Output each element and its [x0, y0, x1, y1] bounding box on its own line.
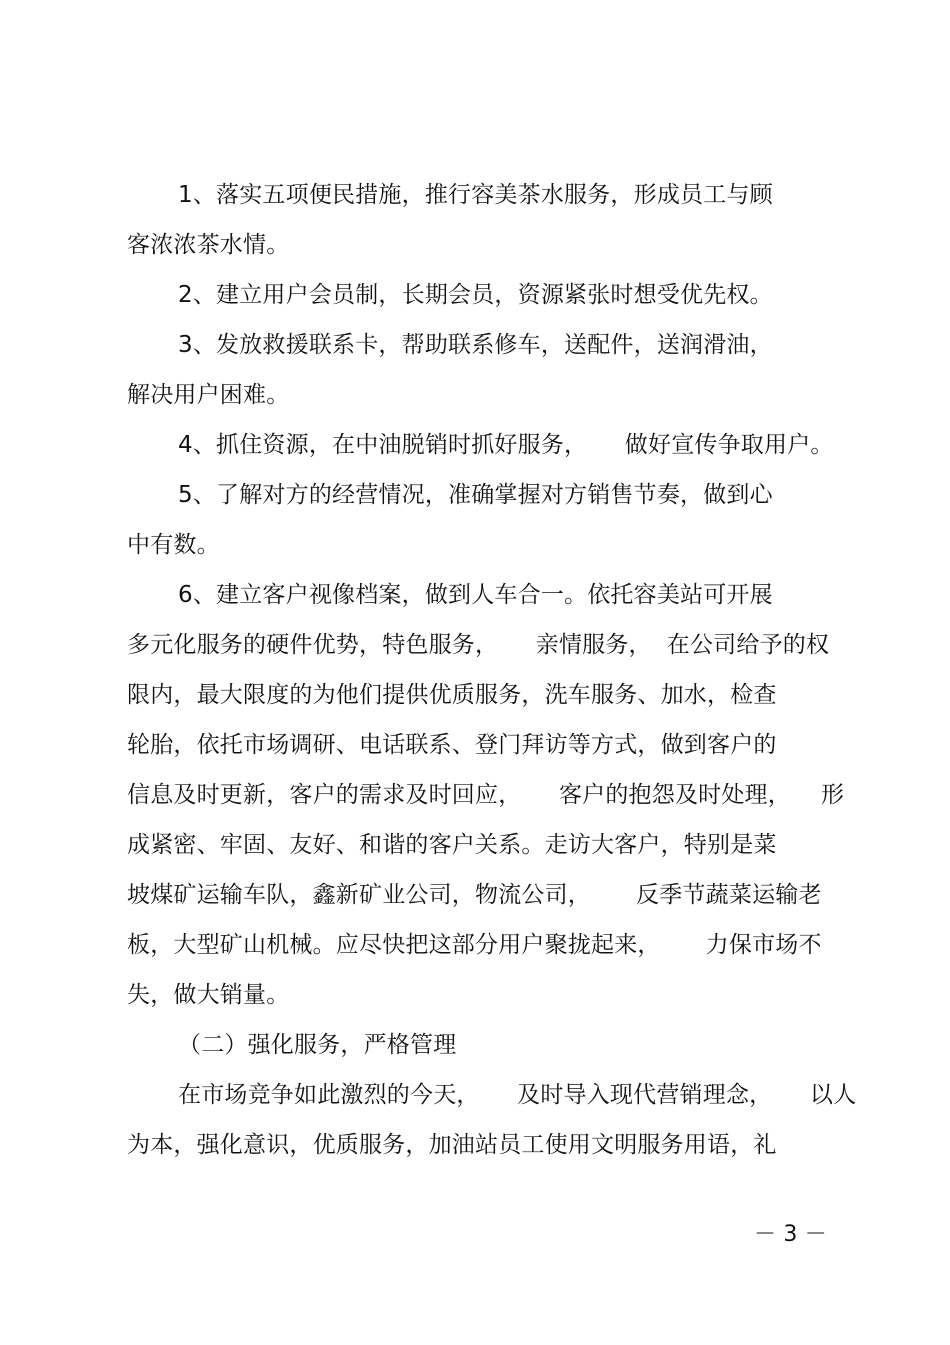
- text-line: 5、了解对方的经营情况，准确掌握对方销售节奏，做到心: [178, 482, 773, 508]
- text-line: 成紧密、牢固、友好、和谐的客户关系。走访大客户，特别是菜: [127, 832, 777, 858]
- text-line: 解决用户困难。: [127, 382, 290, 408]
- text-line: 4、抓住资源，在中油脱销时抓好服务， 做好宣传争取用户。: [178, 432, 834, 458]
- text-line: 为本，强化意识，优质服务，加油站员工使用文明服务用语，礼: [127, 1132, 777, 1158]
- text-line: 轮胎，依托市场调研、电话联系、登门拜访等方式，做到客户的: [127, 732, 777, 758]
- text-line: 坡煤矿运输车队，鑫新矿业公司，物流公司， 反季节蔬菜运输老: [127, 882, 822, 908]
- text-line: 在市场竞争如此激烈的今天， 及时导入现代营销理念， 以人: [178, 1082, 857, 1108]
- text-line: 客浓浓茶水情。: [127, 232, 290, 258]
- text-line: 信息及时更新，客户的需求及时回应， 客户的抱怨及时处理， 形: [127, 782, 845, 808]
- text-line: 2、建立用户会员制，长期会员，资源紧张时想受优先权。: [178, 282, 773, 308]
- section-heading: （二）强化服务，严格管理: [178, 1032, 457, 1058]
- text-line: 失，做大销量。: [127, 982, 290, 1008]
- text-line: 1、落实五项便民措施，推行容美茶水服务，形成员工与顾: [178, 182, 773, 208]
- page-number: － 3 －: [754, 1222, 827, 1247]
- text-line: 3、发放救援联系卡，帮助联系修车，送配件，送润滑油，: [178, 332, 773, 358]
- text-line: 板，大型矿山机械。应尽快把这部分用户聚拢起来， 力保市场不: [127, 932, 822, 958]
- text-line: 限内，最大限度的为他们提供优质服务，洗车服务、加水，检查: [127, 682, 777, 708]
- text-line: 多元化服务的硬件优势，特色服务， 亲情服务， 在公司给予的权: [127, 632, 830, 658]
- text-line: 6、建立客户视像档案，做到人车合一。依托容美站可开展: [178, 582, 773, 608]
- text-line: 中有数。: [127, 532, 220, 558]
